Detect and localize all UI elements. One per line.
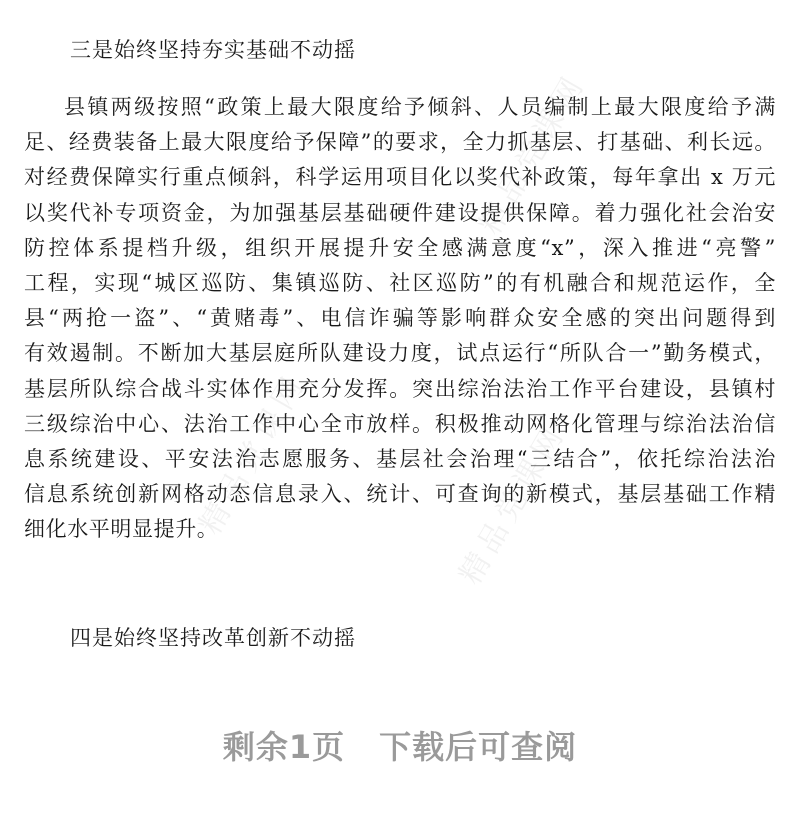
paragraph-line: 信息系统创新网格动态信息录入、统计、可查询的新模式，基层基础工作精 — [24, 482, 776, 507]
section-heading-3: 三是始终坚持夯实基础不动摇 — [70, 38, 356, 62]
section-heading-4: 四是始终坚持改革创新不动摇 — [70, 626, 356, 650]
watermark: 精品党课网 — [452, 417, 574, 591]
body-paragraph — [24, 90, 776, 548]
paragraph-line: 县“两抢一盗”、“黄赌毒”、电信诈骗等影响群众安全感的突出问题得到 — [24, 306, 776, 331]
paragraph-line: 县镇两级按照“政策上最大限度给予倾斜、人员编制上最大限度给予满 — [64, 95, 776, 119]
paragraph-line: 防控体系提档升级，组织开展提升安全感满意度“x”，深入推进“亮警” — [24, 235, 776, 260]
paragraph-line: 细化水平明显提升。 — [24, 517, 219, 542]
download-to-view-label: 下载后可查阅 — [379, 728, 578, 766]
paragraph-line: 工程，实现“城区巡防、集镇巡防、社区巡防”的有机融合和规范运作，全 — [24, 271, 776, 296]
remaining-pages-label: 剩余1页 — [222, 728, 346, 766]
paragraph-line: 有效遏制。不断加大基层庭所队建设力度，试点运行“所队合一”勤务模式， — [24, 341, 776, 366]
paragraph-line: 对经费保障实行重点倾斜，科学运用项目化以奖代补政策，每年拿出 x 万元 — [24, 165, 776, 190]
paragraph-line: 以奖代补专项资金，为加强基层基础硬件建设提供保障。着力强化社会治安 — [24, 200, 776, 225]
paragraph-line: 息系统建设、平安法治志愿服务、基层社会治理“三结合”，依托综治法治 — [24, 447, 776, 472]
watermark: 精品党课网 — [192, 367, 314, 541]
paragraph-line: 足、经费装备上最大限度给予保障”的要求，全力抓基层、打基础、利长远。 — [24, 130, 776, 155]
watermark: 精品党课网 — [472, 67, 594, 241]
paragraph-line: 三级综治中心、法治工作中心全市放样。积极推动网格化管理与综治法治信 — [24, 411, 776, 436]
paragraph-line: 基层所队综合战斗实体作用充分发挥。突出综治法治工作平台建设，县镇村 — [24, 376, 776, 401]
remaining-pages-notice[interactable] — [0, 722, 800, 768]
